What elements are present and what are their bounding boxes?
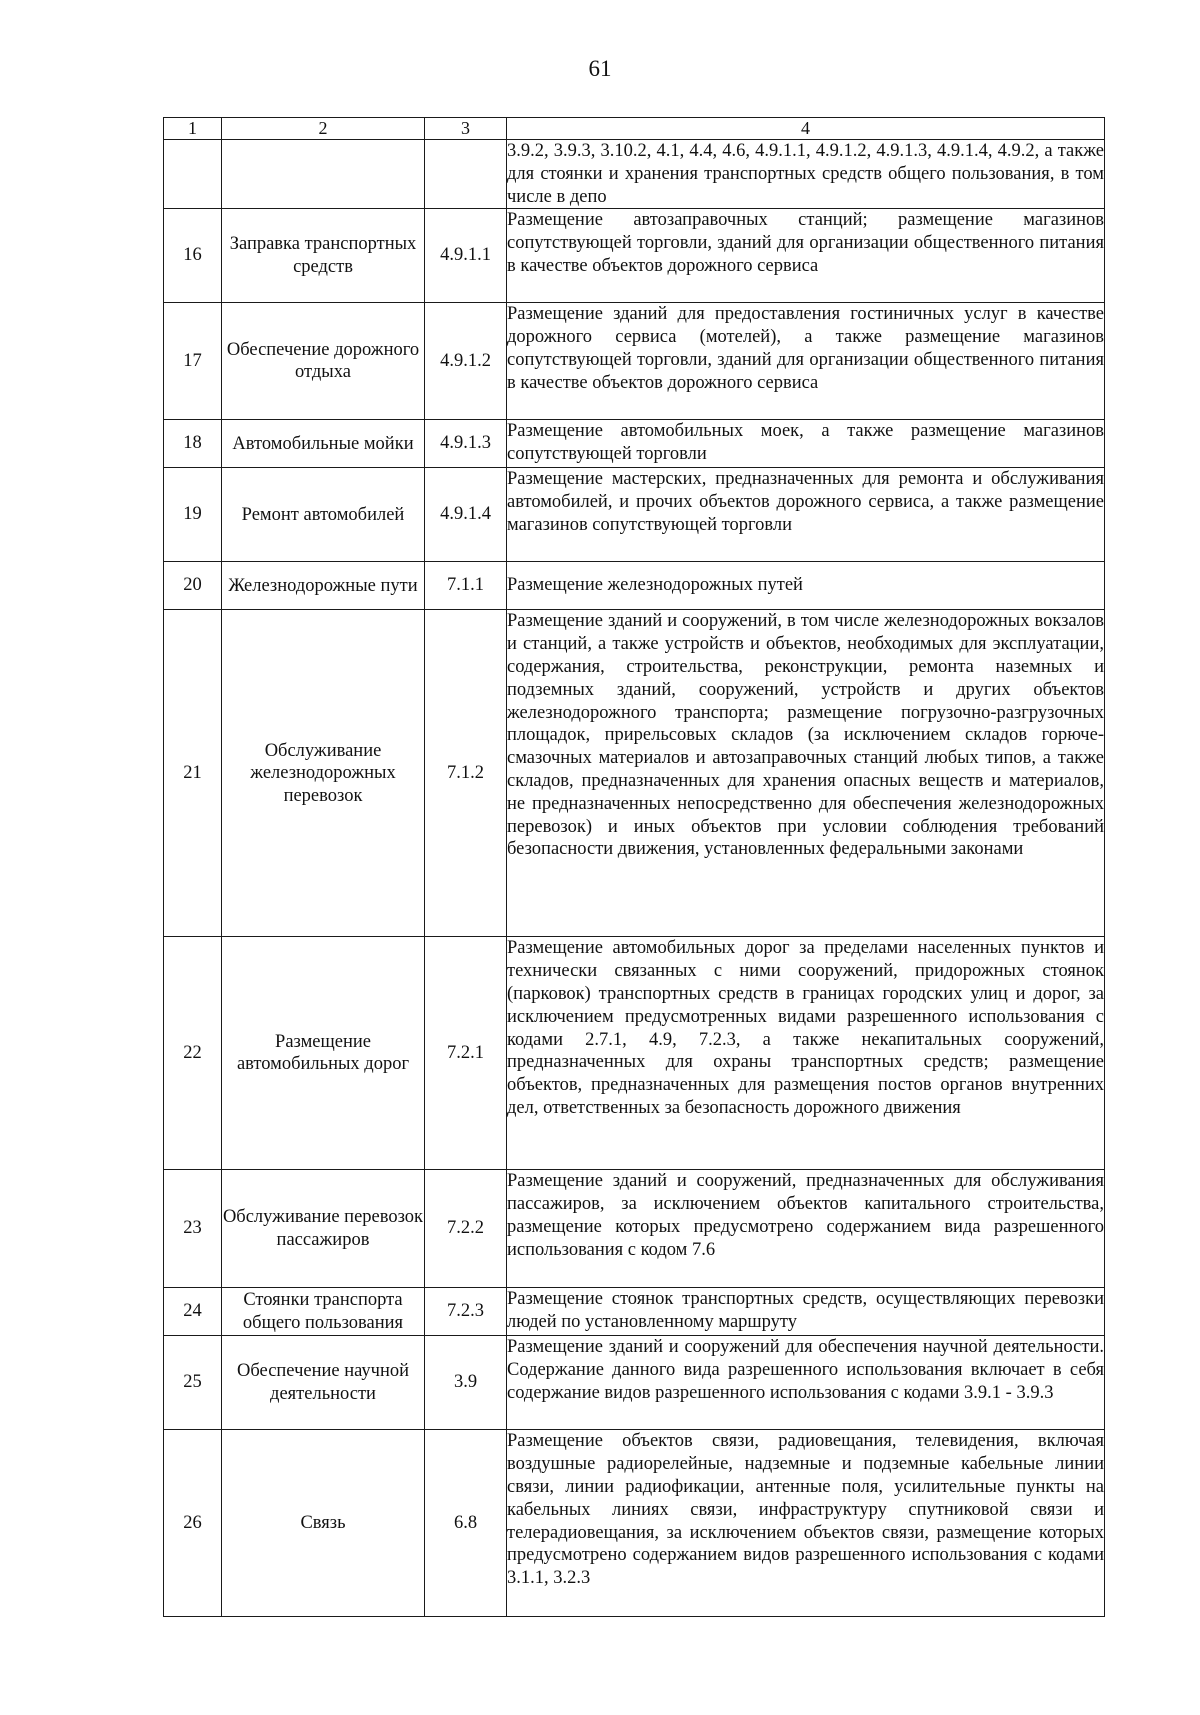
row-description: Размещение автомобильных дорог за пределами населенных пунктов и технически связанных с ними сооружений, придорожных стоянок (парковок) транспортных средств в границах городских улиц и дорог, за исключением предусмотренных видами разрешенного использования с кодами 2.7.1, 4.9, 7.2.3, а также некапитальных сооружений, предназначенных для охраны транспортных средств; размещение объектов, предназначенных для размещения постов органов внутренних дел, ответственных за безопасность дорожного движения	[507, 937, 1105, 1170]
row-name: Стоянки транспорта общего пользования	[222, 1288, 425, 1336]
header-col-4: 4	[507, 118, 1105, 140]
row-number: 20	[164, 562, 222, 610]
row-name: Обеспечение дорожного отдыха	[222, 303, 425, 420]
row-number: 16	[164, 209, 222, 303]
header-col-1: 1	[164, 118, 222, 140]
row-code: 7.2.3	[425, 1288, 507, 1336]
row-code: 7.1.2	[425, 610, 507, 937]
table-row	[164, 420, 1105, 468]
row-number: 19	[164, 468, 222, 562]
table-row	[164, 610, 1105, 937]
row-code: 4.9.1.2	[425, 303, 507, 420]
table-row	[164, 937, 1105, 1170]
row-description: Размещение мастерских, предназначенных для ремонта и обслуживания автомобилей, и прочих объектов дорожного сервиса, а также размещение магазинов сопутствующей торговли	[507, 468, 1105, 562]
row-name: Обеспечение научной деятельности	[222, 1336, 425, 1430]
row-number: 25	[164, 1336, 222, 1430]
page-number: 61	[588, 56, 612, 81]
row-description: Размещение стоянок транспортных средств, осуществляющих перевозки людей по установленному маршруту	[507, 1288, 1105, 1336]
header-row	[164, 118, 1105, 140]
row-name: Размещение автомобильных дорог	[222, 937, 425, 1170]
row-number: 22	[164, 937, 222, 1170]
table-row	[164, 562, 1105, 610]
row-code: 7.2.1	[425, 937, 507, 1170]
row-number: 17	[164, 303, 222, 420]
row-number: 23	[164, 1170, 222, 1288]
land-use-table	[163, 117, 1105, 1617]
row-code: 7.2.2	[425, 1170, 507, 1288]
row-description: Размещение автомобильных моек, а также размещение магазинов сопутствующей торговли	[507, 420, 1105, 468]
table-row	[164, 468, 1105, 562]
row-code	[425, 140, 507, 209]
table-row	[164, 209, 1105, 303]
row-code: 4.9.1.4	[425, 468, 507, 562]
row-name: Обслуживание перевозок пассажиров	[222, 1170, 425, 1288]
row-number	[164, 140, 222, 209]
row-code: 3.9	[425, 1336, 507, 1430]
row-description: Размещение зданий для предоставления гостиничных услуг в качестве дорожного сервиса (мотелей), а также размещение магазинов сопутствующей торговли, зданий для организации общественного питания в качестве объектов дорожного сервиса	[507, 303, 1105, 420]
row-description: Размещение железнодорожных путей	[507, 562, 1105, 610]
row-code: 4.9.1.3	[425, 420, 507, 468]
row-name: Ремонт автомобилей	[222, 468, 425, 562]
row-name: Связь	[222, 1430, 425, 1617]
row-name: Заправка транспортных средств	[222, 209, 425, 303]
row-description: Размещение зданий и сооружений, предназначенных для обслуживания пассажиров, за исключением объектов капитального строительства, размещение которых предусмотрено содержанием вида разрешенного использования с кодом 7.6	[507, 1170, 1105, 1288]
row-number: 26	[164, 1430, 222, 1617]
row-name: Железнодорожные пути	[222, 562, 425, 610]
row-code: 7.1.1	[425, 562, 507, 610]
table-row	[164, 1430, 1105, 1617]
row-description: 3.9.2, 3.9.3, 3.10.2, 4.1, 4.4, 4.6, 4.9.1.1, 4.9.1.2, 4.9.1.3, 4.9.1.4, 4.9.2, а также для стоянки и хранения транспортных средств общего пользования, в том числе в депо	[507, 140, 1105, 209]
row-description: Размещение зданий и сооружений для обеспечения научной деятельности. Содержание данного вида разрешенного использования включает в себя содержание видов разрешенного использования с кодами 3.9.1 - 3.9.3	[507, 1336, 1105, 1430]
header-col-3: 3	[425, 118, 507, 140]
row-description: Размещение автозаправочных станций; размещение магазинов сопутствующей торговли, зданий для организации общественного питания в качестве объектов дорожного сервиса	[507, 209, 1105, 303]
row-name: Обслуживание железнодорожных перевозок	[222, 610, 425, 937]
table-row	[164, 1288, 1105, 1336]
row-description: Размещение зданий и сооружений, в том числе железнодорожных вокзалов и станций, а также устройств и объектов, необходимых для эксплуатации, содержания, строительства, реконструкции, ремонта наземных и подземных зданий, сооружений, устройств и других объектов железнодорожного транспорта; размещение погрузочно-разгрузочных площадок, прирельсовых складов (за исключением складов горюче-смазочных материалов и автозаправочных станций любых типов, а также складов, предназначенных для хранения опасных веществ и материалов, не предназначенных непосредственно для обеспечения железнодорожных перевозок) и иных объектов при условии соблюдения требований безопасности движения, установленных федеральными законами	[507, 610, 1105, 937]
table-row	[164, 303, 1105, 420]
row-name: Автомобильные мойки	[222, 420, 425, 468]
row-number: 24	[164, 1288, 222, 1336]
row-code: 6.8	[425, 1430, 507, 1617]
row-code: 4.9.1.1	[425, 209, 507, 303]
table-row	[164, 1336, 1105, 1430]
table-row-continuation	[164, 140, 1105, 209]
header-col-2: 2	[222, 118, 425, 140]
row-name	[222, 140, 425, 209]
row-number: 18	[164, 420, 222, 468]
row-number: 21	[164, 610, 222, 937]
row-description: Размещение объектов связи, радиовещания, телевидения, включая воздушные радиорелейные, надземные и подземные кабельные линии связи, линии радиофикации, антенные поля, усилительные пункты на кабельных линиях связи, инфраструктуру спутниковой связи и телерадиовещания, за исключением объектов связи, размещение которых предусмотрено содержанием видов разрешенного использования с кодами 3.1.1, 3.2.3	[507, 1430, 1105, 1617]
table-row	[164, 1170, 1105, 1288]
